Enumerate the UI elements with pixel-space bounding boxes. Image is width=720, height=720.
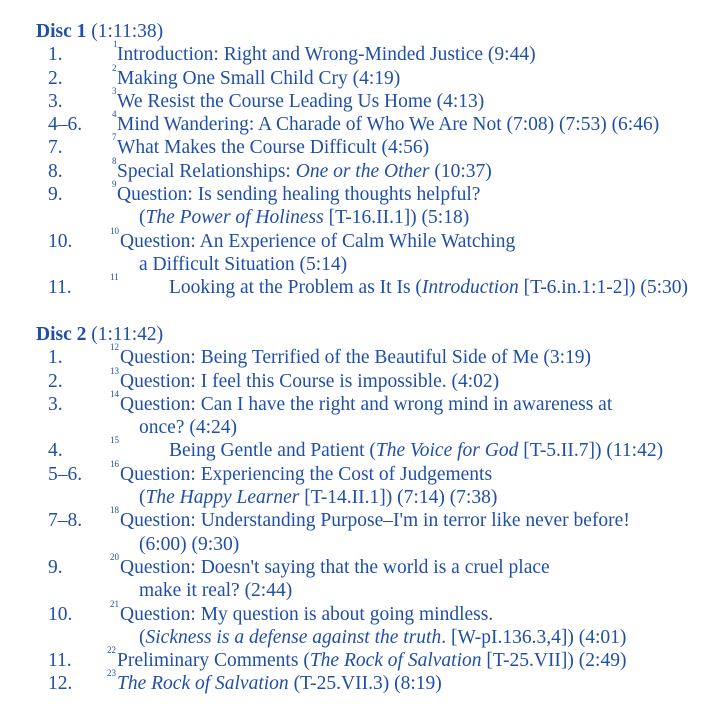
track-number: 9. bbox=[48, 184, 63, 206]
title-part: . [W-pI.136.3,4]) (4:01) bbox=[441, 626, 627, 648]
disc-2-heading bbox=[36, 323, 716, 346]
track-title: Mind Wandering: A Charade of Who We Are Not (7:08) (7:53) (6:46) bbox=[117, 114, 660, 136]
track-superscript: 10 bbox=[110, 225, 119, 236]
title-italic: The Happy Learner bbox=[145, 487, 300, 509]
title-part: [T-25.VII]) (2:49) bbox=[481, 650, 627, 672]
track-title-continuation: once? (4:24) bbox=[139, 417, 237, 439]
track-row-continuation bbox=[36, 416, 716, 439]
track-superscript: 14 bbox=[110, 388, 119, 399]
title-italic: One or the Other bbox=[295, 160, 430, 182]
track-superscript: 22 bbox=[107, 645, 116, 656]
track-number: 5–6. bbox=[48, 463, 83, 485]
track-superscript: 21 bbox=[110, 598, 119, 609]
track-title: Question: An Experience of Calm While Watching bbox=[120, 230, 516, 252]
track-row bbox=[36, 598, 716, 626]
track-row bbox=[36, 388, 716, 416]
track-number: 2. bbox=[48, 67, 63, 89]
track-row-continuation bbox=[36, 253, 716, 276]
title-part: [T-14.II.1]) (7:14) (7:38) bbox=[299, 487, 498, 509]
track-number: 8. bbox=[48, 160, 63, 182]
track-number: 4. bbox=[48, 440, 63, 462]
track-superscript: 1 bbox=[113, 39, 118, 50]
track-number: 10. bbox=[48, 603, 73, 625]
track-title: We Resist the Course Leading Us Home (4:13) bbox=[117, 90, 485, 112]
title-italic: The Rock of Salvation bbox=[309, 650, 482, 672]
title-italic: Introduction bbox=[421, 277, 519, 299]
track-title bbox=[169, 439, 663, 462]
track-title: Question: Is sending healing thoughts helpful? bbox=[117, 184, 481, 206]
title-part: [T-16.II.1]) (5:18) bbox=[323, 207, 470, 229]
track-row bbox=[36, 109, 716, 136]
track-title: Question: Can I have the right and wrong mind in awareness at bbox=[120, 393, 613, 415]
track-superscript: 12 bbox=[110, 342, 119, 353]
track-title: What Makes the Course Difficult (4:56) bbox=[117, 137, 430, 159]
title-part: Looking at the Problem as It Is ( bbox=[169, 277, 422, 299]
track-row bbox=[36, 179, 716, 206]
track-superscript: 18 bbox=[110, 505, 119, 516]
track-row bbox=[36, 132, 716, 159]
track-number: 7. bbox=[48, 137, 63, 159]
track-title: Introduction: Right and Wrong-Minded Justice (9:44) bbox=[117, 44, 536, 66]
track-title bbox=[169, 276, 688, 299]
track-title bbox=[117, 672, 442, 695]
track-title-continuation bbox=[139, 626, 626, 649]
track-title-continuation bbox=[139, 486, 497, 509]
track-number: 7–8. bbox=[48, 510, 83, 532]
disc-1-heading bbox=[36, 20, 716, 43]
track-superscript: 20 bbox=[110, 551, 119, 562]
track-number: 11. bbox=[48, 650, 72, 672]
track-number: 11. bbox=[48, 277, 72, 299]
disc-1-section bbox=[36, 20, 716, 300]
track-number: 9. bbox=[48, 556, 63, 578]
track-row bbox=[36, 365, 716, 393]
track-row bbox=[36, 85, 716, 113]
title-part: ( bbox=[139, 626, 146, 648]
track-superscript: 23 bbox=[107, 668, 116, 679]
track-superscript: 3 bbox=[112, 85, 117, 96]
track-superscript: 4 bbox=[112, 109, 117, 120]
track-title bbox=[117, 160, 492, 183]
track-row bbox=[36, 39, 716, 66]
disc-2-section bbox=[36, 323, 716, 696]
title-part: (10:37) bbox=[429, 160, 492, 182]
track-number: 12. bbox=[48, 673, 73, 695]
track-row bbox=[36, 458, 716, 486]
title-italic: Sickness is a defense against the truth bbox=[145, 626, 442, 648]
track-row-continuation bbox=[36, 579, 716, 602]
track-title: Question: My question is about going mindless. bbox=[120, 603, 494, 625]
track-row-continuation bbox=[36, 486, 716, 509]
track-row bbox=[36, 645, 716, 672]
title-part: (T-25.VII.3) (8:19) bbox=[288, 673, 442, 695]
track-title: Making One Small Child Cry (4:19) bbox=[117, 67, 401, 89]
track-title-continuation: make it real? (2:44) bbox=[139, 580, 293, 602]
title-part: ( bbox=[139, 207, 146, 229]
track-title-continuation bbox=[139, 206, 469, 229]
track-title: Question: Experiencing the Cost of Judgements bbox=[120, 463, 493, 485]
track-row bbox=[36, 342, 716, 369]
track-row-continuation bbox=[36, 626, 716, 649]
disc-label: Disc 2 bbox=[36, 324, 87, 345]
track-row bbox=[36, 435, 716, 462]
track-row bbox=[36, 272, 716, 299]
track-title: Question: I feel this Course is impossible. (4:02) bbox=[120, 370, 500, 392]
track-number: 1. bbox=[48, 347, 63, 369]
title-italic: The Voice for God bbox=[375, 440, 519, 462]
track-row bbox=[36, 62, 716, 90]
track-row bbox=[36, 668, 716, 695]
track-number: 2. bbox=[48, 370, 63, 392]
title-part: [T-5.II.7]) (11:42) bbox=[518, 440, 664, 462]
track-number: 3. bbox=[48, 393, 63, 415]
track-number: 4–6. bbox=[48, 114, 83, 136]
title-part: ( bbox=[139, 487, 146, 509]
track-row-continuation bbox=[36, 533, 716, 556]
track-superscript: 11 bbox=[110, 272, 119, 283]
track-title bbox=[117, 649, 626, 672]
disc-duration: (1:11:42) bbox=[91, 324, 164, 345]
track-number: 3. bbox=[48, 90, 63, 112]
title-part: Special Relationships: bbox=[117, 160, 296, 182]
disc-label: Disc 1 bbox=[36, 21, 87, 42]
track-row-continuation bbox=[36, 206, 716, 229]
track-row bbox=[36, 551, 716, 579]
track-superscript: 9 bbox=[112, 179, 117, 190]
title-part: Being Gentle and Patient ( bbox=[169, 440, 376, 462]
track-superscript: 2 bbox=[112, 62, 117, 73]
title-part: Preliminary Comments ( bbox=[117, 650, 310, 672]
track-title: Question: Doesn't saying that the world is a cruel place bbox=[120, 556, 550, 578]
track-title-continuation: a Difficult Situation (5:14) bbox=[139, 253, 348, 275]
track-superscript: 15 bbox=[110, 435, 119, 446]
track-row bbox=[36, 225, 716, 253]
track-superscript: 8 bbox=[112, 155, 117, 166]
track-superscript: 16 bbox=[110, 458, 119, 469]
track-title-continuation: (6:00) (9:30) bbox=[139, 533, 240, 555]
track-row bbox=[36, 505, 716, 532]
track-title: Question: Understanding Purpose–I'm in terror like never before! bbox=[120, 510, 630, 532]
track-row bbox=[36, 155, 716, 183]
title-italic: The Power of Holiness bbox=[145, 207, 324, 229]
track-number: 10. bbox=[48, 230, 73, 252]
track-title: Question: Being Terrified of the Beautiful Side of Me (3:19) bbox=[120, 347, 592, 369]
title-italic: The Rock of Salvation bbox=[117, 673, 289, 695]
title-part: [T-6.in.1:1-2]) (5:30) bbox=[518, 277, 689, 299]
track-number: 1. bbox=[48, 44, 63, 66]
disc-duration: (1:11:38) bbox=[91, 21, 164, 42]
track-superscript: 7 bbox=[112, 132, 117, 143]
track-superscript: 13 bbox=[110, 365, 119, 376]
